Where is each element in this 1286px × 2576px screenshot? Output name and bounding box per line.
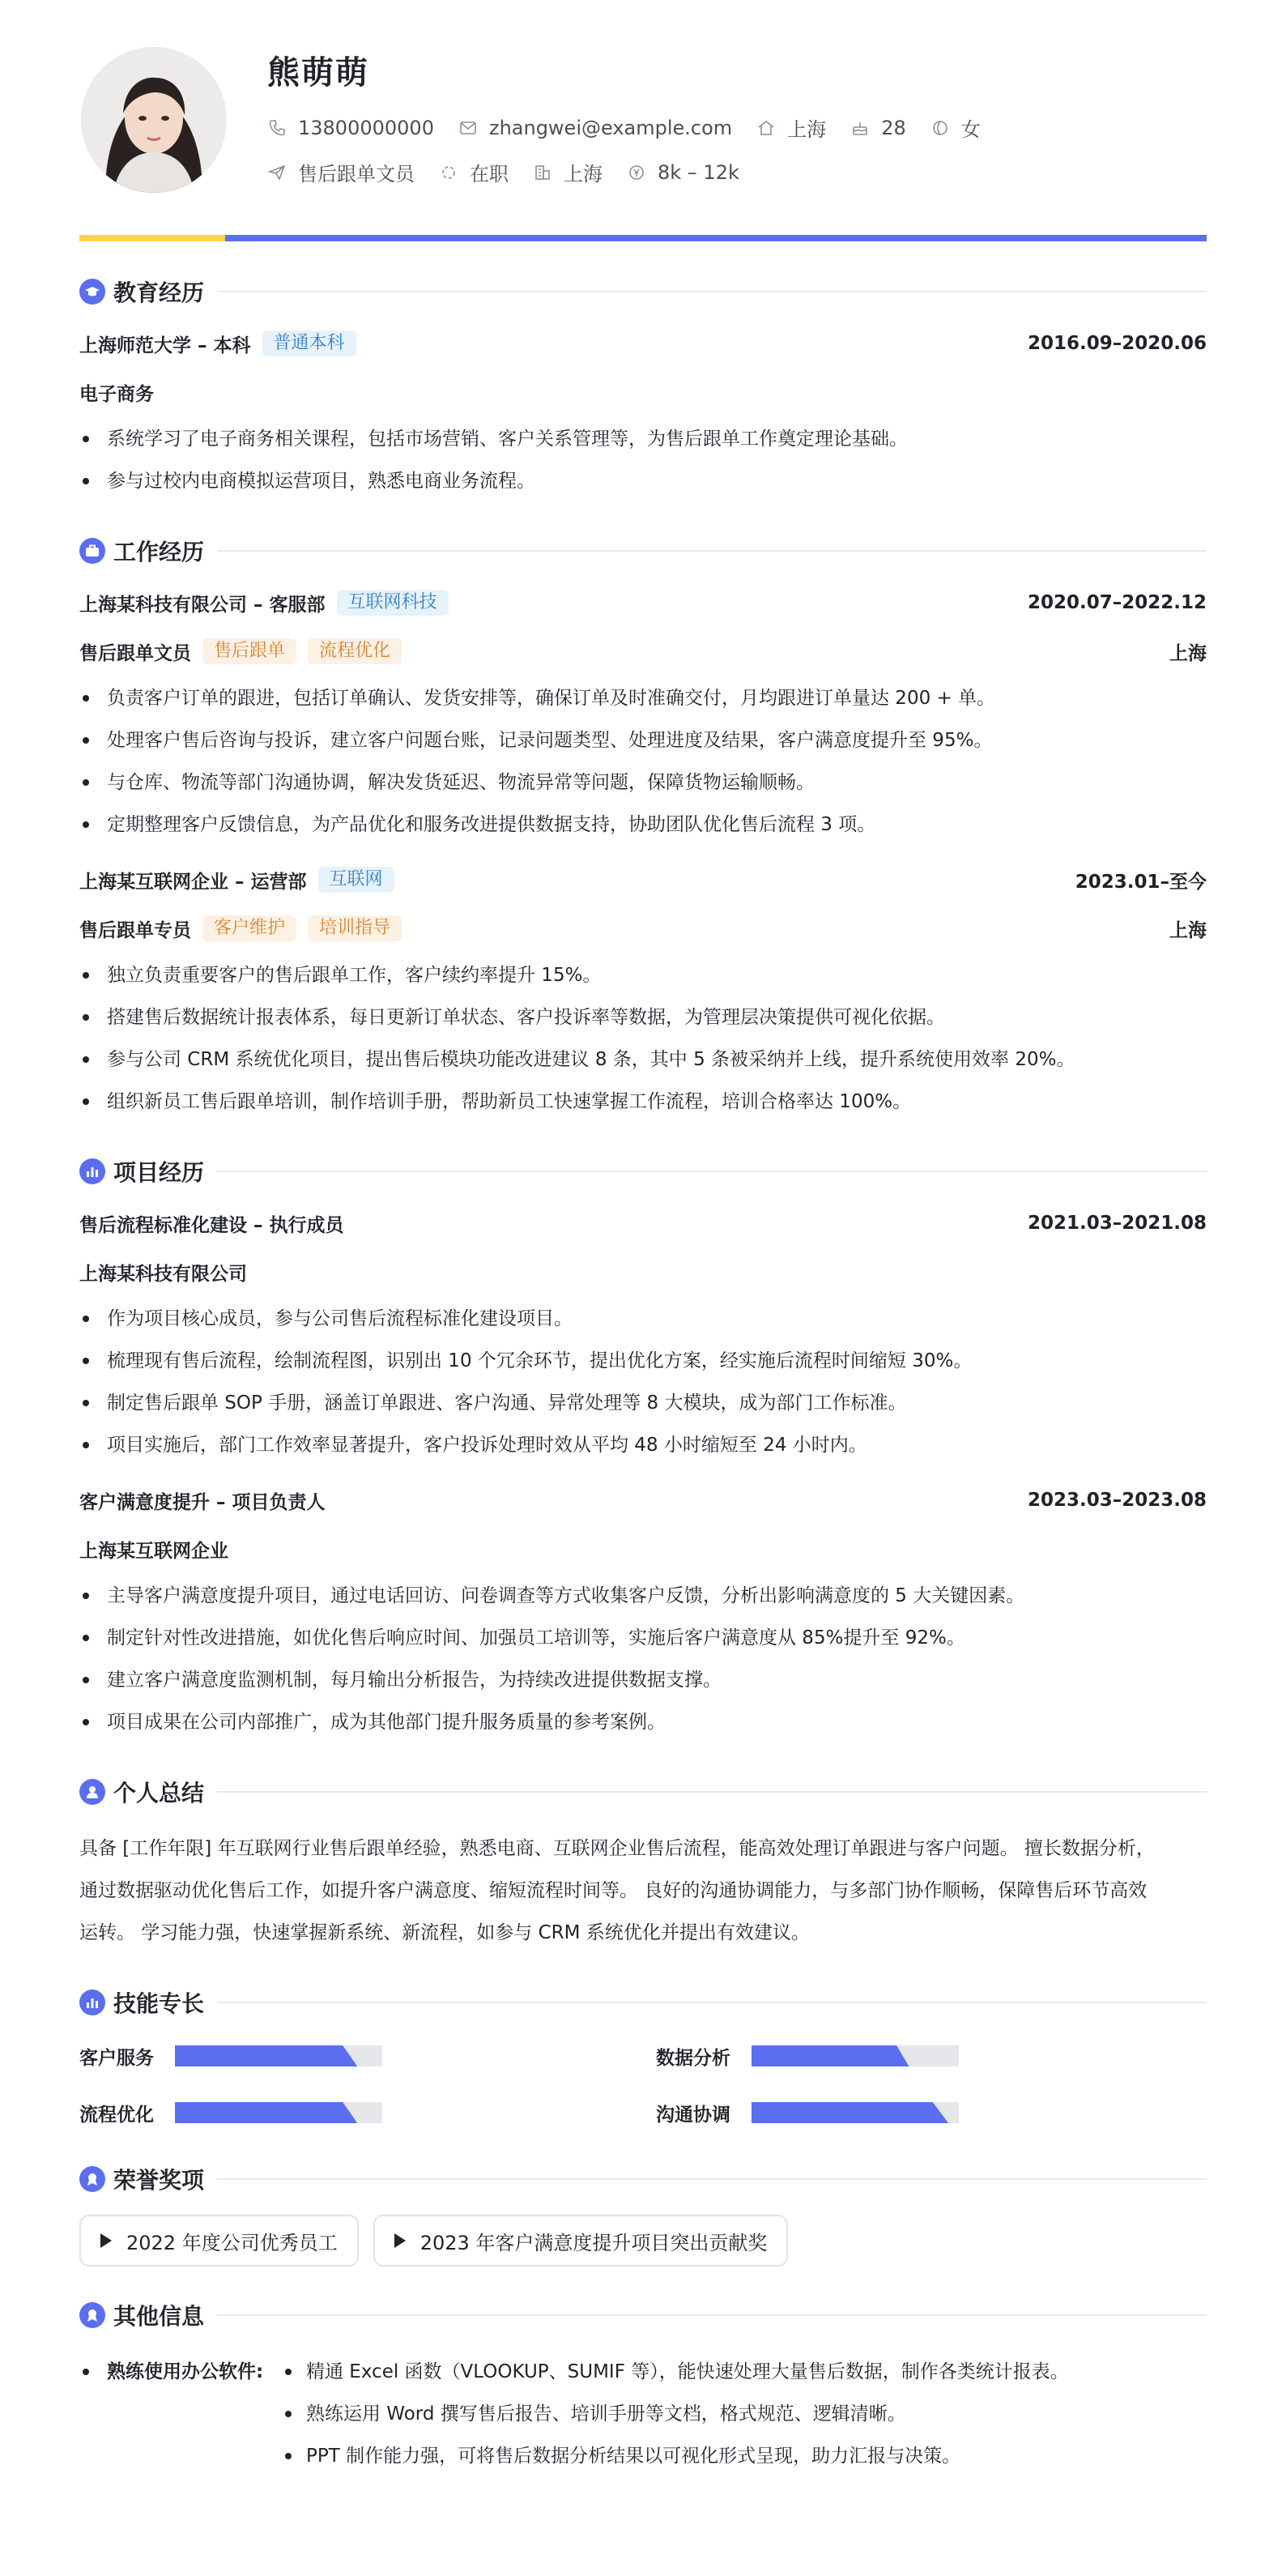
skill-bar-fill [752, 2102, 948, 2123]
list-item: 精通 Excel 函数（VLOOKUP、SUMIF 等），能快速处理大量售后数据，制作各类统计报表。 [282, 2351, 1069, 2393]
education-bullets [79, 418, 1207, 502]
honors-section [79, 2163, 1207, 2267]
mail-icon [458, 118, 478, 138]
email-text: zhangwei@example.com [488, 116, 733, 139]
summary-line: 具备 [工作年限] 年互联网行业售后跟单经验，熟悉电商、互联网企业售后流程，能高效处理订单跟进与客户问题。 擅长数据分析， [79, 1838, 1155, 1859]
skill-item [656, 2038, 1207, 2074]
age-item [850, 117, 906, 139]
skill-bar-fill [175, 2102, 357, 2123]
skill-chart-icon [79, 1990, 105, 2015]
home-icon [756, 118, 776, 138]
summary-line: 通过数据驱动优化售后工作，如提升客户满意度、缩短流程时间等。 良好的沟通协调能力，与多部门协作顺畅，保障售后环节高效 [79, 1880, 1148, 1901]
list-item: 项目实施后，部门工作效率显著提升，客户投诉处理时效从平均 48 小时缩短至 24 小时内。 [79, 1424, 1207, 1466]
skill-name: 数据分析 [656, 2047, 730, 2069]
gender-item [930, 113, 981, 142]
list-item: 组织新员工售后跟单培训，制作培训手册，帮助新员工快速掌握工作流程，培训合格率达 100%。 [79, 1081, 1207, 1123]
skill-tag: 培训指导 [308, 915, 402, 941]
job-title-text: 售后跟单文员 [298, 163, 415, 186]
project-bullets [79, 1575, 1207, 1743]
list-item: 搭建售后数据统计报表体系，每日更新订单状态、客户投诉率等数据，为管理层决策提供可视化依据。 [79, 996, 1207, 1039]
section-title: 项目经历 [113, 1159, 205, 1186]
skill-item [79, 2095, 656, 2130]
project-section [79, 1155, 1207, 1743]
skills-section [79, 1986, 1207, 2130]
awards-list [79, 2215, 1207, 2267]
list-item: 作为项目核心成员，参与公司售后流程标准化建设项目。 [79, 1298, 1207, 1340]
job-intent-row [267, 158, 764, 186]
award-badge [373, 2215, 789, 2267]
section-title: 技能专长 [113, 1990, 205, 2017]
header-divider [79, 235, 1207, 241]
award-label: 2023 年客户满意度提升项目突出贡献奖 [419, 2231, 768, 2254]
section-title: 工作经历 [113, 539, 205, 565]
building-icon [533, 163, 552, 182]
project-entry [79, 1484, 1207, 1743]
section-header [79, 275, 1207, 308]
status-icon [439, 163, 458, 182]
education-entry [79, 327, 1207, 502]
section-title: 其他信息 [113, 2303, 205, 2330]
list-item: 负责客户订单的跟进，包括订单确认、发货安排等，确保订单及时准确交付，月均跟进订单量达 200 + 单。 [79, 677, 1207, 719]
degree-tag: 普通本科 [262, 331, 356, 356]
project-title: 售后流程标准化建设 – 执行成员 [79, 1214, 344, 1236]
company-name: 上海某互联网企业 – 运营部 [79, 871, 307, 893]
work-location: 上海 [1169, 919, 1207, 941]
major: 电子商务 [79, 383, 154, 405]
salary-item [627, 161, 739, 184]
project-entry [79, 1207, 1207, 1466]
position-title: 售后跟单专员 [79, 919, 191, 941]
list-item: 建立客户满意度监测机制，每月输出分析报告，为持续改进提供数据支撑。 [79, 1659, 1207, 1701]
education-section [79, 275, 1207, 502]
list-item: 处理客户售后咨询与投诉，建立客户问题台账，记录问题类型、处理进度及结果，客户满意度提升至 95%。 [79, 719, 1207, 761]
section-header [79, 1155, 1207, 1188]
other-label: 熟练使用办公软件: [79, 2351, 282, 2477]
bar-chart-icon [79, 1158, 105, 1184]
gender-icon [930, 118, 950, 138]
industry-tag: 互联网科技 [337, 590, 449, 616]
status-text: 在职 [470, 163, 509, 186]
summary-section [79, 1776, 1207, 1954]
project-bullets [79, 1298, 1207, 1466]
age-text: 28 [881, 116, 906, 139]
project-company: 上海某互联网企业 [79, 1540, 228, 1562]
summary-line: 运转。 学习能力强，快速掌握新系统、新流程，如参与 CRM 系统优化并提出有效建议。 [79, 1922, 810, 1943]
position-title: 售后跟单文员 [79, 642, 191, 664]
project-date: 2023.03–2023.08 [1027, 1490, 1207, 1511]
skill-name: 客户服务 [79, 2047, 154, 2069]
skill-bar-fill [752, 2045, 909, 2066]
other-items [282, 2351, 1069, 2477]
skill-name: 流程优化 [79, 2104, 154, 2126]
info-icon [79, 2302, 105, 2328]
company-name: 上海某科技有限公司 – 客服部 [79, 594, 326, 616]
phone-item [267, 117, 434, 139]
candidate-name: 熊萌萌 [267, 54, 369, 92]
section-title: 个人总结 [113, 1780, 205, 1806]
skill-item [656, 2095, 1207, 2130]
graduation-cap-icon [79, 279, 105, 305]
skill-tag: 售后跟单 [202, 638, 296, 664]
cake-icon [850, 118, 870, 138]
section-title: 教育经历 [113, 279, 205, 306]
list-item: PPT 制作能力强，可将售后数据分析结果以可视化形式呈现，助力汇报与决策。 [282, 2435, 1069, 2477]
work-location: 上海 [1169, 642, 1207, 664]
skill-tag: 客户维护 [202, 915, 296, 941]
work-date: 2020.07–2022.12 [1027, 592, 1207, 613]
user-icon [79, 1779, 105, 1805]
work-section [79, 535, 1207, 1123]
award-icon [79, 2166, 105, 2192]
summary-text [79, 1828, 1207, 1954]
status-item [439, 158, 509, 186]
job-title-item [267, 158, 415, 186]
skill-item [79, 2038, 656, 2074]
skill-name: 沟通协调 [656, 2104, 730, 2126]
city-text: 上海 [787, 118, 827, 141]
money-icon [627, 163, 646, 182]
list-item: 项目成果在公司内部推广，成为其他部门提升服务质量的参考案例。 [79, 1701, 1207, 1743]
skill-bar-fill [175, 2045, 357, 2066]
section-header [79, 2163, 1207, 2195]
play-icon [100, 2233, 112, 2248]
work-bullets [79, 677, 1207, 846]
skill-bar [175, 2045, 382, 2066]
avatar [81, 47, 227, 193]
list-item: 定期整理客户反馈信息，为产品优化和服务改进提供数据支持，协助团队优化售后流程 3 项。 [79, 804, 1207, 846]
list-item: 熟练运用 Word 撰写售后报告、培训手册等文档，格式规范、逻辑清晰。 [282, 2393, 1069, 2435]
other-info [79, 2351, 1207, 2477]
section-header [79, 1776, 1207, 1808]
skill-bar [752, 2102, 959, 2123]
list-item: 主导客户满意度提升项目，通过电话回访、问卷调查等方式收集客户反馈，分析出影响满意度的 5 大关键因素。 [79, 1575, 1207, 1617]
play-icon [394, 2233, 406, 2248]
award-badge [79, 2215, 359, 2267]
list-item: 制定针对性改进措施，如优化售后响应时间、加强员工培训等，实施后客户满意度从 85%提升至 92%。 [79, 1617, 1207, 1659]
skills-grid [79, 2038, 1207, 2130]
skill-bar [175, 2102, 382, 2123]
phone-icon [267, 118, 287, 138]
skill-tag: 流程优化 [308, 638, 402, 664]
industry-tag: 互联网 [318, 867, 394, 893]
phone-text: 13800000000 [298, 116, 434, 139]
list-item: 与仓库、物流等部门沟通协调，解决发货延迟、物流异常等问题，保障货物运输顺畅。 [79, 761, 1207, 804]
section-title: 荣誉奖项 [113, 2167, 205, 2194]
briefcase-icon [79, 538, 105, 564]
section-header [79, 535, 1207, 567]
work-entry [79, 586, 1207, 846]
other-section [79, 2299, 1207, 2477]
project-title: 客户满意度提升 – 项目负责人 [79, 1491, 326, 1513]
work-city-item [533, 158, 603, 186]
work-bullets [79, 954, 1207, 1123]
salary-text: 8k – 12k [658, 160, 739, 184]
section-header [79, 1986, 1207, 2019]
list-item: 独立负责重要客户的售后跟单工作，客户续约率提升 15%。 [79, 954, 1207, 996]
award-label: 2022 年度公司优秀员工 [126, 2231, 338, 2254]
gender-text: 女 [960, 118, 981, 141]
section-header [79, 2299, 1207, 2331]
education-date: 2016.09–2020.06 [1027, 333, 1207, 354]
project-date: 2021.03–2021.08 [1027, 1213, 1207, 1234]
city-item [756, 113, 826, 142]
list-item: 参与公司 CRM 系统优化项目，提出售后模块功能改进建议 8 条，其中 5 条被采纳并上线，提升系统使用效率 20%。 [79, 1039, 1207, 1081]
contact-row [267, 113, 1005, 142]
list-item: 参与过校内电商模拟运营项目，熟悉电商业务流程。 [79, 460, 1207, 502]
list-item: 梳理现有售后流程，绘制流程图，识别出 10 个冗余环节，提出优化方案，经实施后流程时间缩短 30%。 [79, 1340, 1207, 1382]
school-name: 上海师范大学 – 本科 [79, 335, 251, 356]
list-item: 制定售后跟单 SOP 手册，涵盖订单跟进、客户沟通、异常处理等 8 大模块，成为部门工作标准。 [79, 1382, 1207, 1424]
resume-header [79, 0, 1207, 243]
avatar-portrait-icon [81, 47, 227, 193]
skill-bar [752, 2045, 959, 2066]
work-entry [79, 864, 1207, 1123]
work-city-text: 上海 [564, 163, 603, 186]
send-icon [267, 163, 287, 182]
list-item: 系统学习了电子商务相关课程，包括市场营销、客户关系管理等，为售后跟单工作奠定理论基础。 [79, 418, 1207, 460]
project-company: 上海某科技有限公司 [79, 1263, 247, 1285]
email-item [458, 117, 732, 139]
work-date: 2023.01–至今 [1075, 871, 1207, 893]
